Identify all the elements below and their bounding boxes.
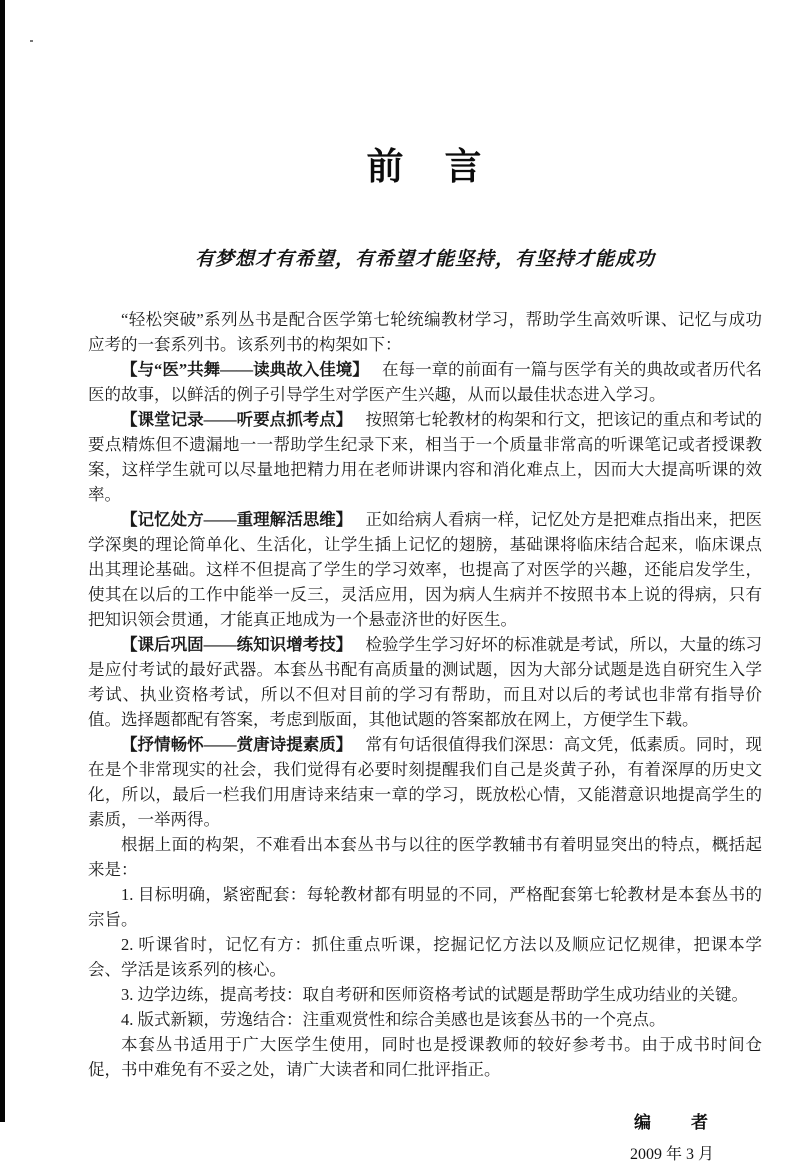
section-lead-5: 【抒情畅怀——赏唐诗提素质】 [121, 735, 353, 754]
section-text-3: 正如给病人看病一样，记忆处方是把难点指出来，把医学深奥的理论简单化、生活化，让学生插上记忆的翅膀，基础课将临床结合起来，临床课点出其理论基础。这样不但提高了学生的学习效率，也提高了对医学的兴趣，还能启发学生，使其在以后的工作中能举一反三，灵活应用，因为病人生病并不按照书本上说的得病，只有把知识领会贯通，才能真正地成为一个悬壶济世的好医生。 [88, 510, 763, 629]
section-paragraph-4 [88, 632, 762, 732]
scan-speck-artifact [30, 40, 33, 42]
section-lead-1: 【与“医”共舞——读典故入佳境】 [121, 360, 369, 379]
section-text-1: 在每一章的前面有一篇与医学有关的典故或者历代名医的故事，以鲜活的例子引导学生对学医产生兴趣，从而以最佳状态进入学习。 [88, 360, 763, 404]
section-lead-4: 【课后巩固——练知识增考技】 [121, 635, 353, 654]
signature-date: 2009 年 3 月 [629, 1146, 714, 1163]
signature-inner [630, 1108, 714, 1164]
section-text-2: 按照第七轮教材的构架和行文，把该记的重点和考试的要点精炼但不遗漏地一一帮助学生纪录下来，相当于一个质量非常高的听课笔记或者授课教案，这样学生就可以尽量地把精力用在老师讲课内容和消化难点上，因而大大提高听课的效率。 [88, 410, 763, 504]
preface-body [88, 307, 762, 1082]
intro-paragraph: “轻松突破”系列丛书是配合医学第七轮统编教材学习，帮助学生高效听课、记忆与成功应考的一套系列书。该系列书的构架如下： [88, 310, 762, 354]
section-text-4: 检验学生学习好坏的标准就是考试，所以，大量的练习是应付考试的最好武器。本套丛书配有高质量的测试题，因为大部分试题是选自研究生入学考试、执业资格考试，所以不但对目前的学习有帮助，而且对以后的考试也非常有指导价值。选择题都配有答案，考虑到版面，其他试题的答案都放在网上，方便学生下载。 [88, 635, 763, 729]
page-title: 前 言 [366, 146, 484, 187]
section-lead-2: 【课堂记录——听要点抓考点】 [121, 410, 353, 429]
numbered-item-4: 4. 版式新颖，劳逸结合：注重观赏性和综合美感也是该套丛书的一个亮点。 [121, 1010, 666, 1029]
numbered-item-3: 3. 边学边练，提高考技：取自考研和医师资格考试的试题是帮助学生成功结业的关键。 [121, 985, 748, 1004]
section-paragraph-1 [88, 357, 762, 407]
numbered-item-1: 1. 目标明确，紧密配套：每轮教材都有明显的不同，严格配套第七轮教材是本套丛书的宗旨。 [88, 885, 762, 929]
preface-page [88, 0, 762, 1164]
section-paragraph-3 [88, 507, 762, 632]
signature-editor: 编 者 [633, 1113, 710, 1132]
section-paragraph-5 [88, 732, 762, 832]
scan-edge-artifact [0, 0, 5, 1122]
section-paragraph-2 [88, 407, 762, 507]
section-text-5: 常有句话很值得我们深思：高文凭，低素质。同时，现在是个非常现实的社会，我们觉得有必要时刻提醒我们自己是炎黄子孙，有着深厚的历史文化，所以，最后一栏我们用唐诗来结束一章的学习，既放松心情，又能潜意识地提高学生的素质，一举两得。 [88, 735, 763, 829]
summary-paragraph: 根据上面的构架，不难看出本套丛书与以往的医学教辅书有着明显突出的特点，概括起来是： [88, 835, 762, 879]
signature-block [88, 1108, 762, 1164]
closing-paragraph: 本套丛书适用于广大医学生使用，同时也是授课教师的较好参考书。由于成书时间仓促，书中难免有不妥之处，请广大读者和同仁批评指正。 [88, 1035, 762, 1079]
motto-line: 有梦想才有希望，有希望才能坚持，有坚持才能成功 [194, 249, 655, 270]
section-lead-3: 【记忆处方——重理解活思维】 [121, 510, 353, 529]
numbered-item-2: 2. 听课省时，记忆有方：抓住重点听课，挖掘记忆方法以及顺应记忆规律，把课本学会、学活是该系列的核心。 [88, 935, 762, 979]
